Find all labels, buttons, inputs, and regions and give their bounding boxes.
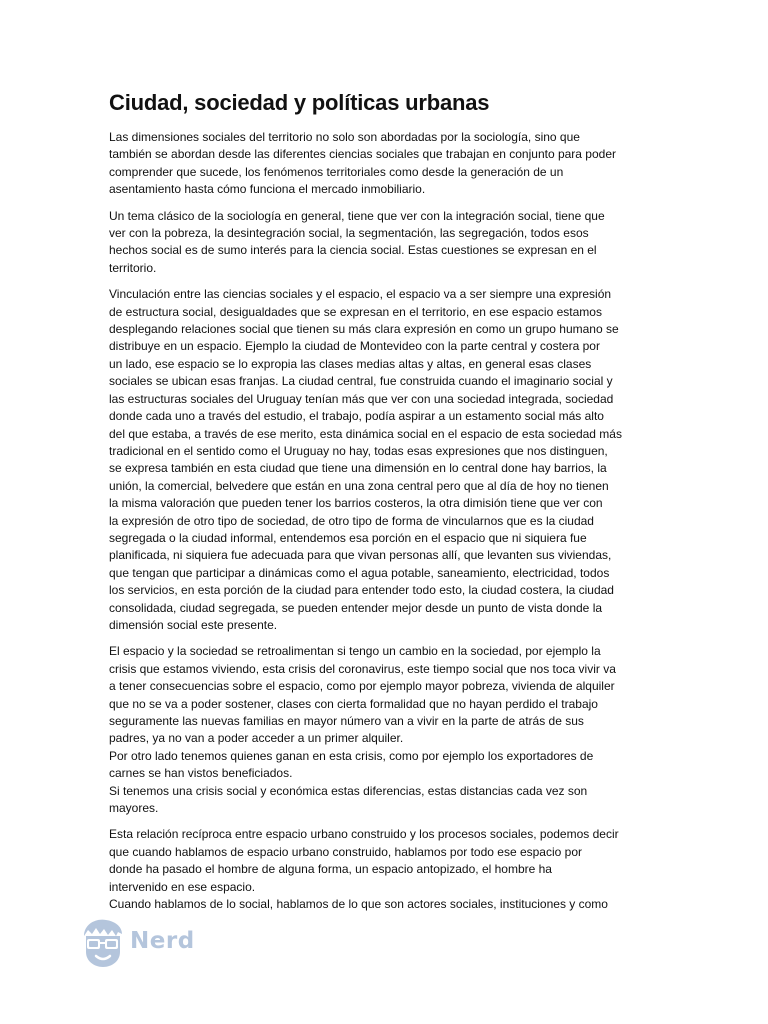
text-line: un lado, ese espacio se lo expropia las clases medias altas y altas, en general esas clases	[109, 356, 592, 371]
text-line: crisis que estamos viviendo, esta crisis del coronavirus, este tiempo social que nos toca vivir va	[109, 661, 616, 676]
text-line: también se abordan desde las diferentes ciencias sociales que trabajan en conjunto para poder	[109, 147, 616, 162]
text-line: carnes se han vistos beneficiados.	[109, 766, 293, 781]
paragraph	[109, 129, 661, 199]
text-line: del que estaba, a través de ese merito, esta dinámica social en el espacio de esta sociedad más	[109, 426, 622, 441]
text-line: desplegando relaciones social que tienen su más clara expresión en como un grupo humano se	[109, 322, 619, 337]
nerd-watermark	[78, 918, 198, 968]
text-line: distribuye en un espacio. Ejemplo la ciudad de Montevideo con la parte central y costera por	[109, 339, 600, 354]
paragraph	[109, 286, 661, 634]
text-line: de estructura social, desigualdades que se expresan en el territorio, en ese espacio estamos	[109, 304, 602, 319]
text-line: donde ha pasado el hombre de alguna forma, un espacio antopizado, el hombre ha	[109, 862, 552, 877]
text-line: dimensión social este presente.	[109, 617, 278, 632]
text-line: los servicios, en esta porción de la ciudad para entender todo esto, la ciudad costera, la ciudad	[109, 583, 614, 598]
text-line: Por otro lado tenemos quienes ganan en esta crisis, como por ejemplo los exportadores de	[109, 748, 594, 763]
text-line: comprender que sucede, los fenómenos territoriales como desde la generación de un	[109, 164, 564, 179]
text-line: la expresión de otro tipo de sociedad, de otro tipo de forma de vincularnos que es la ciudad	[109, 513, 594, 528]
text-line: tradicional en el sentido como el Uruguay no hay, todas esas expresiones que nos distinguen,	[109, 443, 608, 458]
paragraph	[109, 208, 661, 278]
text-line: Si tenemos una crisis social y económica estas diferencias, estas distancias cada vez son	[109, 783, 588, 798]
text-line: intervenido en ese espacio.	[109, 879, 256, 894]
text-line: se expresa también en esta ciudad que tiene una dimensión en lo central done hay barrios, la	[109, 461, 607, 476]
text-line: unión, la comercial, belvedere que están en una zona central pero que al día de hoy no tienen	[109, 478, 609, 493]
watermark-brand: Nerd	[130, 928, 195, 954]
text-line: la misma valoración que pueden tener los barrios costeros, la otra dimisión tiene que ver con	[109, 496, 603, 511]
text-line: Esta relación recíproca entre espacio urbano construido y los procesos sociales, podemos decir	[109, 827, 619, 842]
text-line: Vinculación entre las ciencias sociales y el espacio, el espacio va a ser siempre una expresión	[109, 287, 612, 302]
text-line: El espacio y la sociedad se retroalimentan si tengo un cambio en la sociedad, por ejemplo la	[109, 644, 601, 659]
text-line: que cuando hablamos de espacio urbano construido, hablamos por todo ese espacio por	[109, 844, 582, 859]
paragraph	[109, 643, 661, 817]
text-line: ver con la pobreza, la desintegración social, la segmentación, las segregación, todos esos	[109, 226, 589, 241]
text-line: Un tema clásico de la sociología en general, tiene que ver con la integración social, tiene que	[109, 208, 605, 223]
text-line: mayores.	[109, 801, 159, 816]
text-line: Las dimensiones sociales del territorio no solo son abordadas por la sociología, sino que	[109, 130, 580, 144]
document-page	[109, 88, 661, 922]
text-line: donde cada uno a través del estudio, el trabajo, podía aspirar a un estamento social más alto	[109, 409, 604, 424]
text-line: sociales se ubican esas franjas. La ciudad central, fue construida cuando el imaginario social y	[109, 374, 613, 389]
document-body	[109, 129, 661, 913]
text-line: las estructuras sociales del Uruguay tenían más que ver con una sociedad integrada, sociedad	[109, 391, 614, 406]
text-line: territorio.	[109, 260, 157, 275]
text-line: planificada, ni siquiera fue adecuada para que vivan personas allí, que levanten sus viviendas,	[109, 548, 612, 563]
page-title: Ciudad, sociedad y políticas urbanas	[109, 90, 490, 115]
text-line: que tengan que participar a dinámicas como el agua potable, saneamiento, electricidad, todos	[109, 565, 610, 580]
text-line: que no se va a poder sostener, clases con cierta formalidad que no hayan perdido el trabajo	[109, 696, 598, 711]
text-line: a tener consecuencias sobre el espacio, como por ejemplo mayor pobreza, vivienda de alquiler	[109, 679, 615, 694]
paragraph	[109, 826, 661, 913]
text-line: segregada o la ciudad informal, entendemos esa porción en el espacio que ni siquiera fue	[109, 530, 587, 545]
text-line: asentamiento hasta cómo funciona el mercado inmobiliario.	[109, 182, 426, 197]
text-line: Cuando hablamos de lo social, hablamos de lo que son actores sociales, instituciones y como	[109, 897, 608, 912]
text-line: seguramente las nuevas familias en mayor número van a vivir en la parte de atrás de sus	[109, 714, 584, 728]
text-line: padres, ya no van a poder acceder a un primer alquiler.	[109, 731, 404, 746]
nerd-face-glasses-icon	[78, 918, 126, 968]
text-line: hechos social es de sumo interés para la ciencia social. Estas cuestiones se expresan en el	[109, 243, 597, 258]
text-line: consolidada, ciudad segregada, se pueden entender mejor desde un punto de vista donde la	[109, 600, 603, 615]
